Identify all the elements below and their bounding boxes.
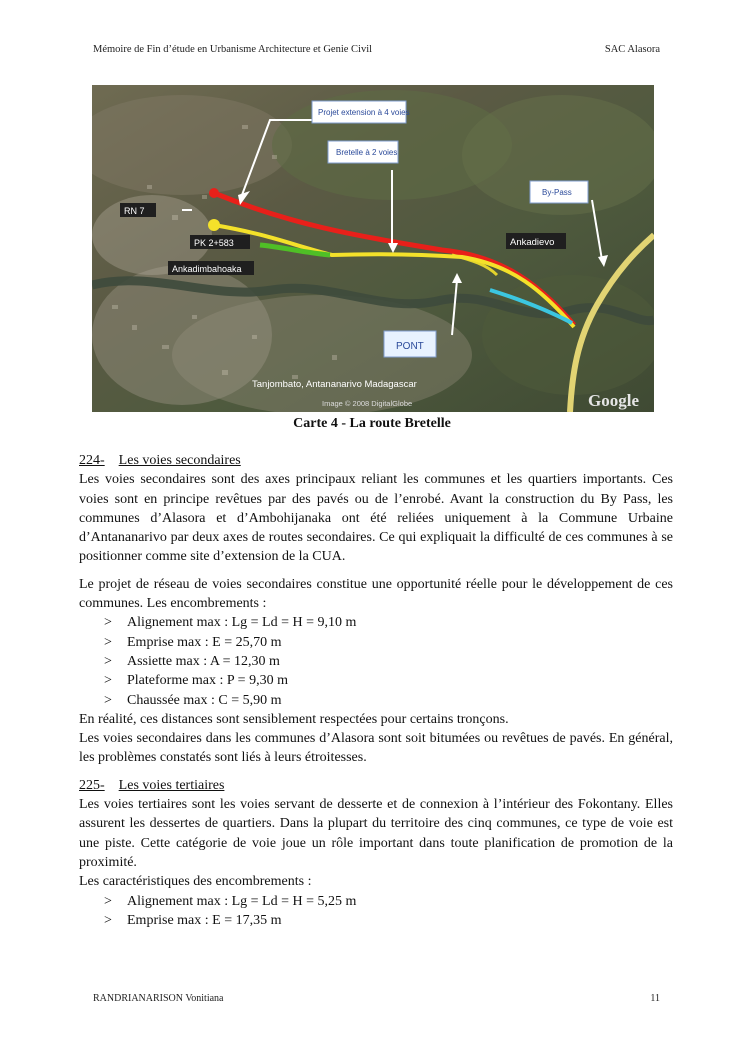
label-tanjombato: Tanjombato, Antananarivo Madagascar <box>252 379 417 390</box>
page-content <box>79 451 673 930</box>
label-ankadievo: Ankadievo <box>510 237 555 248</box>
google-logo: Google <box>588 391 639 410</box>
list-item: > Plateforme max : P = 9,30 m <box>104 671 673 690</box>
section-title: Les voies tertiaires <box>118 777 225 793</box>
section-number: 224- <box>79 453 105 468</box>
section-number: 225- <box>79 777 105 793</box>
map-caption: Carte 4 - La route Bretelle <box>293 416 451 431</box>
label-pk: PK 2+583 <box>194 238 234 248</box>
list-item: > Emprise max : E = 17,35 m <box>104 911 673 930</box>
list-item: > Emprise max : E = 25,70 m <box>104 633 673 652</box>
footer-author: RANDRIANARISON Vonitiana <box>93 993 224 1004</box>
pk-marker <box>208 219 220 231</box>
label-rn7: RN 7 <box>124 206 145 216</box>
list-item: > Assiette max : A = 12,30 m <box>104 652 673 671</box>
satellite-map <box>92 85 654 412</box>
label-ankadimbahoaka: Ankadimbahoaka <box>172 264 242 274</box>
bullet-list <box>79 892 673 931</box>
label-bypass: By-Pass <box>542 188 572 197</box>
bullet-list <box>79 613 673 709</box>
label-projet: Projet extension à 4 voies <box>318 108 410 117</box>
paragraph: Le projet de réseau de voies secondaires constitue une opportunité réelle pour le développement de ces communes. Les encombrements : <box>79 576 673 612</box>
list-item: > Alignement max : Lg = Ld = H = 5,25 m <box>104 892 673 911</box>
section-224-heading <box>79 451 673 470</box>
list-item: > Alignement max : Lg = Ld = H = 9,10 m <box>104 613 673 632</box>
paragraph: Les voies secondaires sont des axes principaux reliant les communes et les quartiers importants. Ces voies sont en principe revêtues par des pavés ou de l’enrobé. Avant la construction du By Pass, les communes d’Alasora et d’Ambohijanaka ont été reliées uniquement à la Commune Urbaine d’Antananarivo par deux axes de routes secondaires. Ce qui expliquait la difficulté de ces communes à se positionner comme site d’extension de la CUA. <box>79 472 673 565</box>
label-imagery: Image © 2008 DigitalGlobe <box>322 399 413 408</box>
paragraph: Les voies secondaires dans les communes d’Alasora sont soit bitumées ou revêtues de pavés. En général, les problèmes constatés sont liés à leurs étroitesses. <box>79 731 673 766</box>
rn7-marker <box>209 188 219 198</box>
paragraph: Les caractéristiques des encombrements : <box>79 874 312 890</box>
paragraph: En réalité, ces distances sont sensiblement respectées pour certains tronçons. <box>79 711 509 727</box>
list-item: > Chaussée max : C = 5,90 m <box>104 691 673 710</box>
label-pont: PONT <box>396 341 424 352</box>
paragraph: Les voies tertiaires sont les voies servant de desserte et de connexion à l’intérieur des Fokontany. Elles assurent les dessertes de quartiers. Dans la plupart du territoire des cinq communes, ce type de voie est une piste. Cette catégorie de voie joue un rôle important dans toute planification de promotion de la proximité. <box>79 797 673 870</box>
page-number: 11 <box>650 993 660 1004</box>
section-title: Les voies secondaires <box>118 453 241 468</box>
section-225-heading <box>79 776 673 795</box>
header-project: SAC Alasora <box>604 44 660 55</box>
header-title: Mémoire de Fin d’étude en Urbanisme Architecture et Genie Civil <box>93 44 373 55</box>
label-bretelle: Bretelle à 2 voies <box>336 148 398 157</box>
